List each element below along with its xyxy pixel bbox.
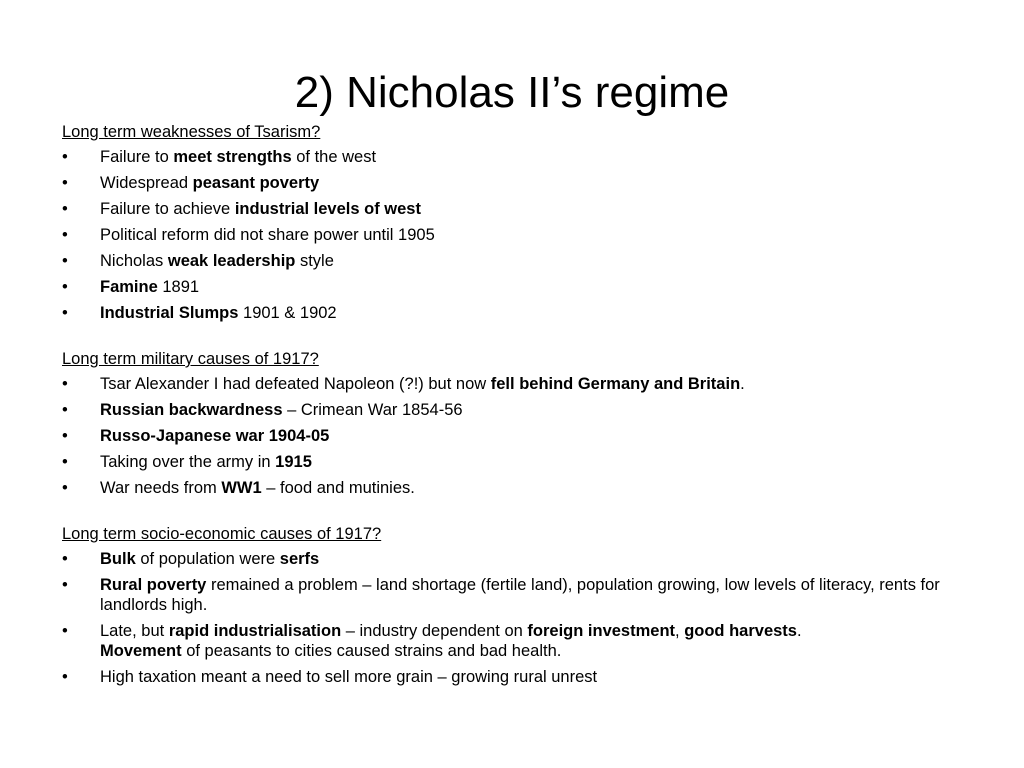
item-text: style xyxy=(295,252,334,270)
section-military xyxy=(62,349,962,498)
item-text: remained a problem – land shortage (fertile land), population growing, low levels of literacy, rents for landlords high. xyxy=(100,576,940,614)
item-text: War needs from xyxy=(100,479,222,497)
item-text-bold: WW1 xyxy=(221,479,262,497)
section-heading: Long term military causes of 1917? xyxy=(62,350,319,368)
item-text: – food and mutinies. xyxy=(261,479,415,497)
item-text-bold: Russo-Japanese war 1904-05 xyxy=(100,427,330,445)
item-text: . xyxy=(796,622,802,640)
item-text: 1891 xyxy=(157,278,200,296)
item-text-bold: Movement xyxy=(100,642,182,660)
item-text: Failure to xyxy=(100,148,174,166)
bullet-icon: • xyxy=(62,375,68,393)
item-text-bold: foreign investment xyxy=(527,622,676,640)
item-text-bold: peasant poverty xyxy=(192,174,320,192)
list-item xyxy=(62,225,962,245)
bullet-icon: • xyxy=(62,427,68,445)
item-text: Tsar Alexander I had defeated Napoleon (?!) but now xyxy=(100,375,491,393)
list-item xyxy=(62,251,962,271)
bullet-icon: • xyxy=(62,278,68,296)
bullet-icon: • xyxy=(62,304,68,322)
bullet-icon: • xyxy=(62,622,68,640)
item-text-bold: Russian backwardness xyxy=(100,401,283,419)
item-text: Failure to achieve xyxy=(100,200,235,218)
item-text: Late, but xyxy=(100,622,169,640)
item-text-bold: serfs xyxy=(279,550,320,568)
section-socio-economic xyxy=(62,524,962,687)
bullet-icon: • xyxy=(62,226,68,244)
bullet-icon: • xyxy=(62,479,68,497)
list-item xyxy=(62,173,962,193)
list-item xyxy=(62,400,962,420)
item-text: – Crimean War 1854-56 xyxy=(282,401,463,419)
item-text-bold: meet strengths xyxy=(173,148,292,166)
bullet-icon: • xyxy=(62,668,68,686)
bullet-icon: • xyxy=(62,148,68,166)
item-text: . xyxy=(740,375,745,393)
bullet-icon: • xyxy=(62,252,68,270)
item-text-bold: fell behind Germany and Britain xyxy=(490,375,741,393)
item-text: of peasants to cities caused strains and bad health. xyxy=(181,642,562,660)
bullet-icon: • xyxy=(62,401,68,419)
page-title: 2) Nicholas II’s regime xyxy=(294,68,730,118)
item-text-bold: industrial levels of west xyxy=(234,200,421,218)
item-text-bold: Rural poverty xyxy=(100,576,207,594)
bullet-list xyxy=(62,549,962,687)
bullet-icon: • xyxy=(62,174,68,192)
item-text-bold: rapid industrialisation xyxy=(168,622,342,640)
item-text: , xyxy=(675,622,685,640)
item-text: Political reform did not share power until 1905 xyxy=(100,226,435,244)
bullet-icon: • xyxy=(62,550,68,568)
item-text: – industry dependent on xyxy=(341,622,528,640)
bullet-list xyxy=(62,147,962,323)
item-text: 1901 & 1902 xyxy=(238,304,337,322)
section-heading: Long term socio-economic causes of 1917? xyxy=(62,525,382,543)
item-text: Nicholas xyxy=(100,252,168,270)
list-item xyxy=(62,549,962,569)
list-item xyxy=(62,374,962,394)
item-text: of population were xyxy=(135,550,280,568)
slide-content xyxy=(62,122,962,693)
list-item xyxy=(62,199,962,219)
item-text-bold: Bulk xyxy=(100,550,136,568)
item-text: High taxation meant a need to sell more grain – growing rural unrest xyxy=(100,668,598,686)
list-item xyxy=(62,575,962,615)
item-text: of the west xyxy=(291,148,377,166)
item-text-bold: good harvests xyxy=(684,622,797,640)
list-item xyxy=(62,478,962,498)
bullet-icon: • xyxy=(62,576,68,594)
bullet-list xyxy=(62,374,962,498)
item-text-bold: Famine xyxy=(100,278,158,296)
item-text-bold: Industrial Slumps xyxy=(100,304,239,322)
bullet-icon: • xyxy=(62,200,68,218)
list-item xyxy=(62,667,962,687)
item-text: Widespread xyxy=(100,174,193,192)
item-text-bold: 1915 xyxy=(275,453,312,471)
item-text: Taking over the army in xyxy=(100,453,276,471)
list-item xyxy=(62,452,962,472)
list-item xyxy=(62,426,962,446)
list-item xyxy=(62,303,962,323)
list-item xyxy=(62,277,962,297)
list-item xyxy=(62,621,962,661)
item-text-bold: weak leadership xyxy=(167,252,296,270)
section-weaknesses xyxy=(62,122,962,323)
list-item xyxy=(62,147,962,167)
bullet-icon: • xyxy=(62,453,68,471)
section-heading: Long term weaknesses of Tsarism? xyxy=(62,123,321,141)
